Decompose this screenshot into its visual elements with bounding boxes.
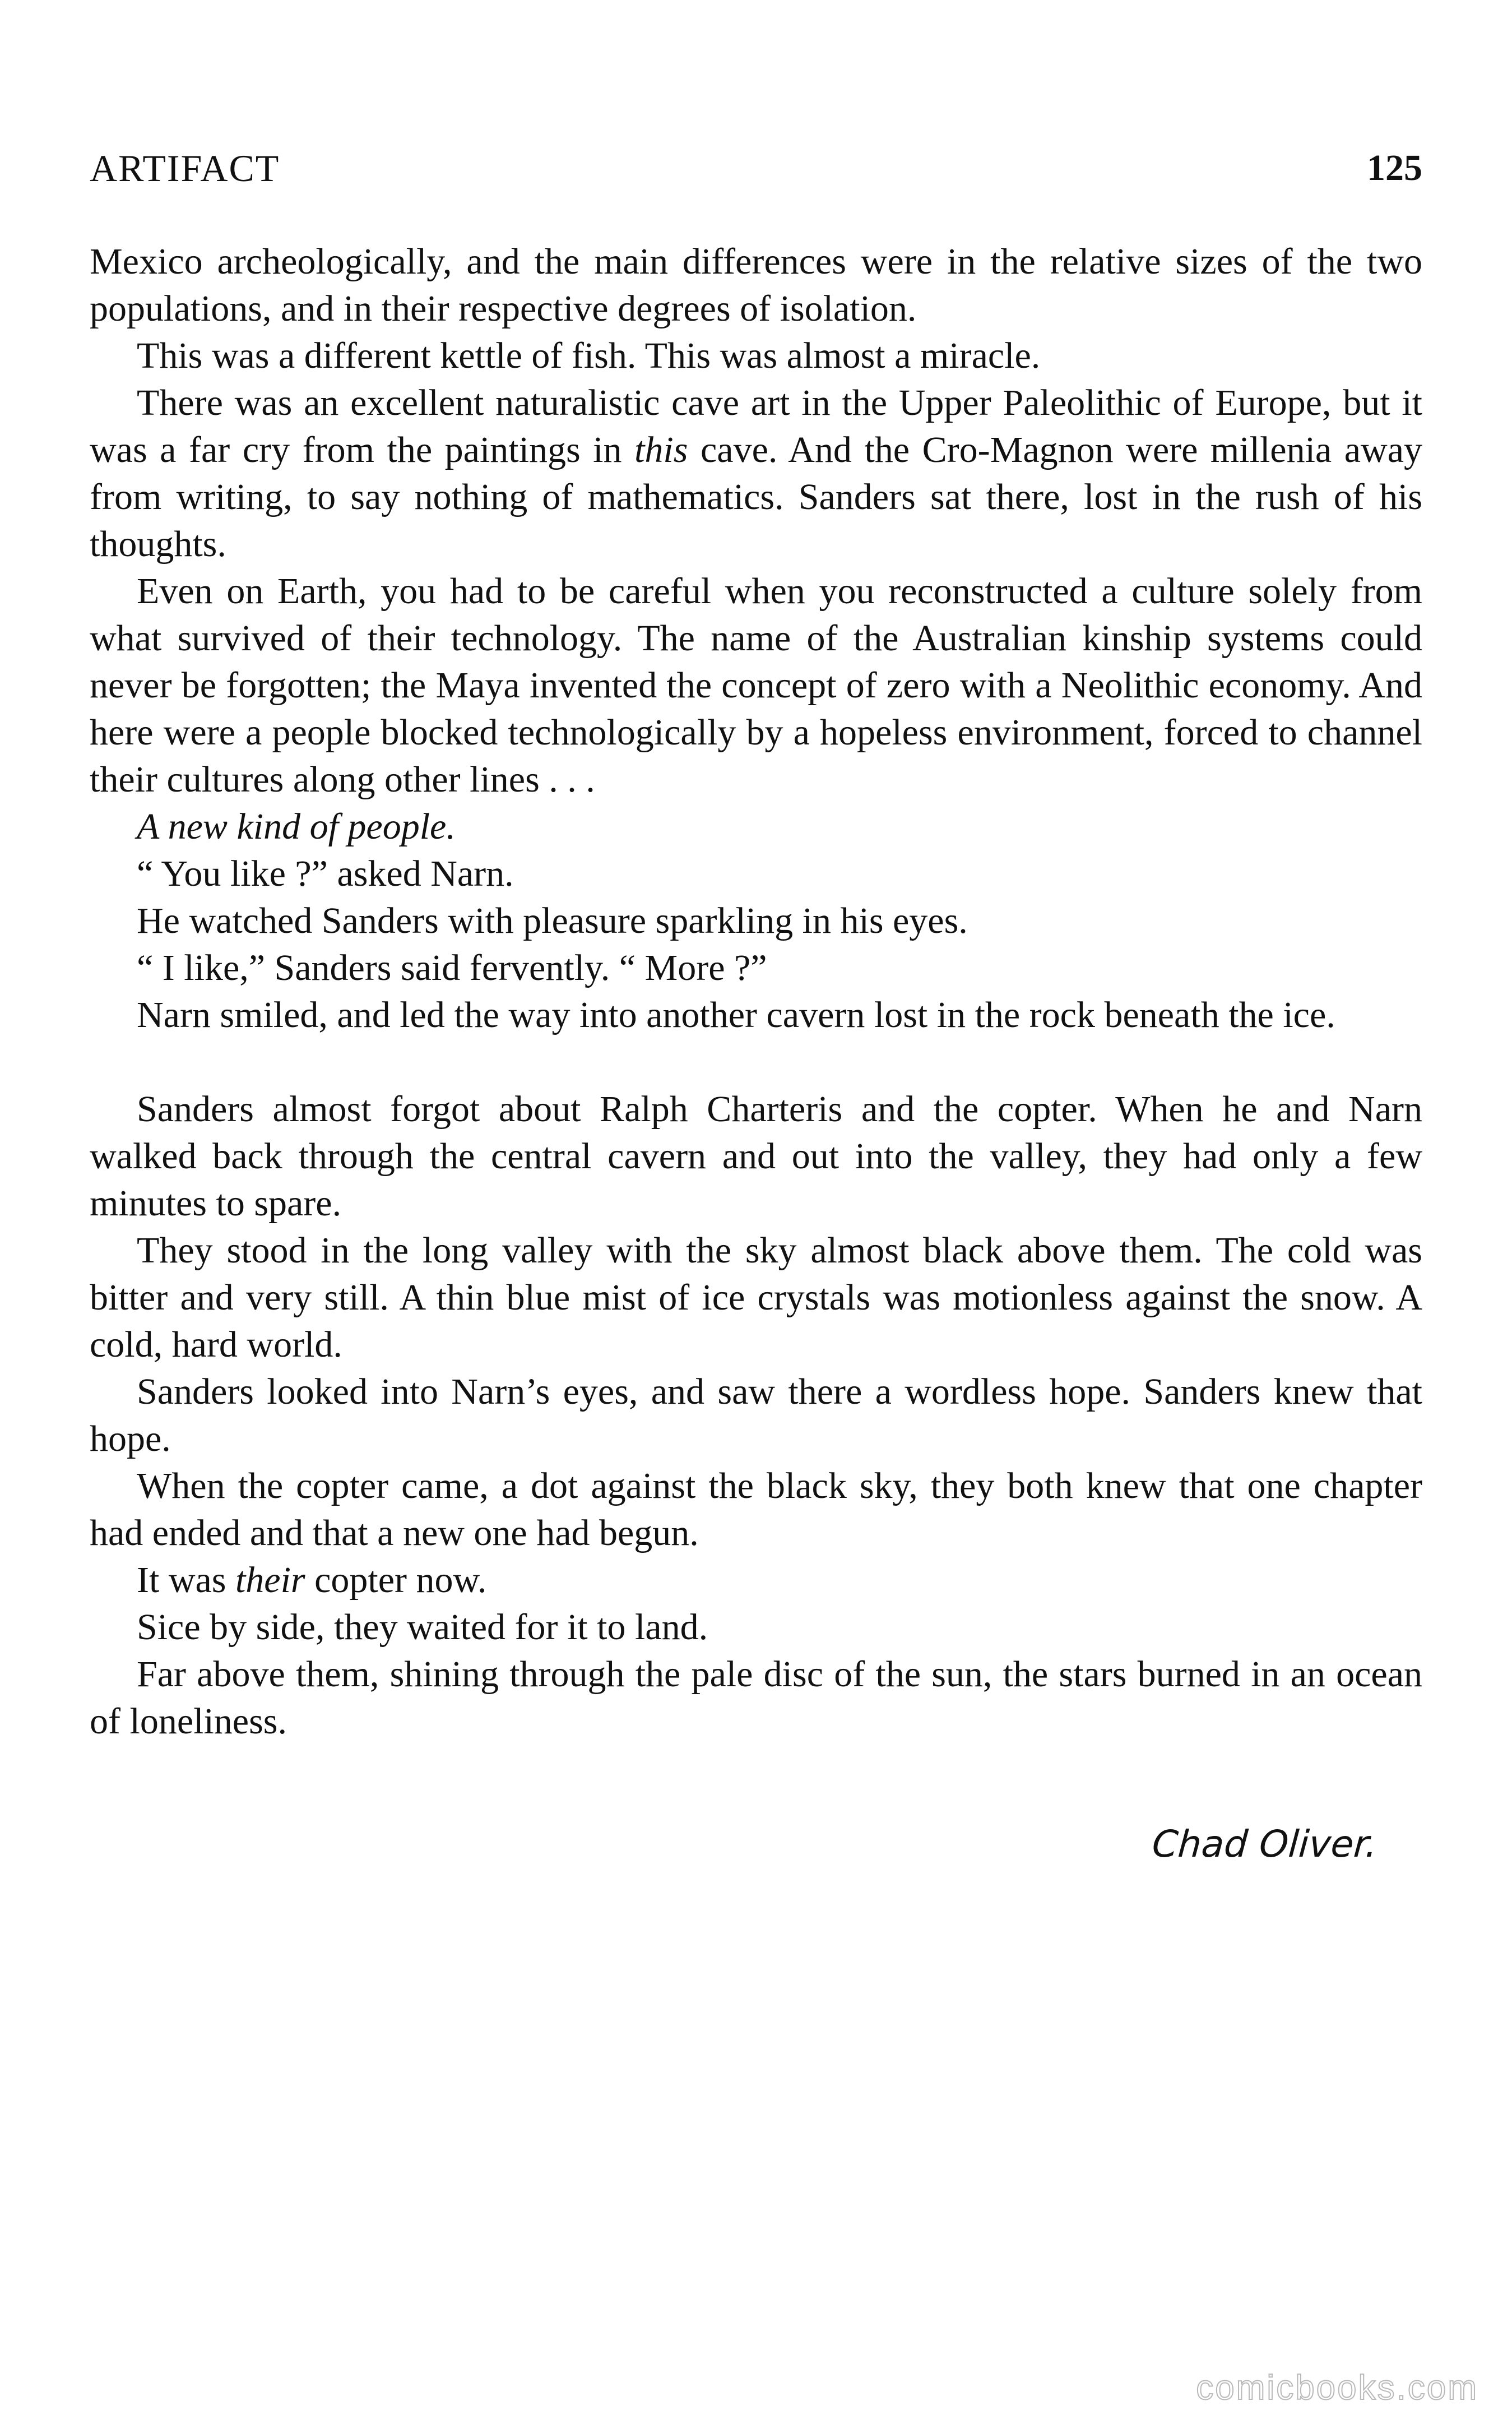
running-title: ARTIFACT bbox=[90, 147, 280, 189]
emphasis-text: their bbox=[235, 1560, 305, 1600]
watermark: comicbooks.com bbox=[1196, 2369, 1478, 2407]
paragraph: He watched Sanders with pleasure sparkling in his eyes. bbox=[137, 900, 968, 941]
paragraph-text: copter now. bbox=[305, 1560, 487, 1600]
paragraph: This was a different kettle of fish. This was almost a miracle. bbox=[137, 335, 1041, 376]
page-number: 125 bbox=[1367, 147, 1422, 188]
paragraph: When the copter came, a dot against the black sky, they both knew that one chapter had ended and that a new one had begun. bbox=[90, 1465, 1422, 1553]
author-signature: Chad Oliver. bbox=[1151, 1822, 1379, 1866]
section-break bbox=[90, 1039, 1422, 1086]
paragraph: Mexico archeologically, and the main differences were in the relative sizes of the two populations, and in their respective degrees of isolation. bbox=[90, 241, 1422, 329]
paragraph-text: There was an excellent naturalistic cave art in the Upper Paleolithic of Europe, but it was a far cry from the paintings in bbox=[90, 382, 1422, 470]
paragraph: Sice by side, they waited for it to land. bbox=[137, 1607, 708, 1648]
paragraph: They stood in the long valley with the sky almost black above them. The cold was bitter and very still. A thin blue mist of ice crystals was motionless against the snow. A cold, hard world. bbox=[90, 1230, 1422, 1365]
paragraph-text: It was bbox=[137, 1560, 235, 1600]
paragraph: Even on Earth, you had to be careful when you reconstructed a culture solely from what survived of their technology. The name of the Australian kinship systems could never be forgotten; the Maya invented the concept of zero with a Neolithic economy. And here were a people blocked technologically by a hopeless environment, forced to channel their cultures along other lines . . . bbox=[90, 571, 1422, 800]
paragraph bbox=[90, 1557, 1422, 1604]
running-header bbox=[90, 143, 1422, 193]
paragraph: Sanders almost forgot about Ralph Charteris and the copter. When he and Narn walked back through the central cavern and out into the valley, they had only a few minutes to spare. bbox=[90, 1089, 1422, 1224]
dialogue-line: “ I like,” Sanders said fervently. “ More ?” bbox=[137, 947, 767, 988]
emphasis-text: this bbox=[634, 429, 688, 470]
paragraph bbox=[90, 380, 1422, 568]
story-text bbox=[90, 238, 1422, 1745]
emphasis-text: A new kind of people. bbox=[137, 806, 456, 847]
paragraph: Far above them, shining through the pale disc of the sun, the stars burned in an ocean of loneliness. bbox=[90, 1654, 1422, 1742]
dialogue-line: “ You like ?” asked Narn. bbox=[137, 853, 514, 894]
paragraph-text: cave. And the Cro-Magnon were millenia away from writing, to say nothing of mathematics. Sanders sat there, lost in the rush of his thoughts. bbox=[90, 429, 1422, 565]
paragraph-italic bbox=[90, 803, 1422, 850]
paragraph: Narn smiled, and led the way into another cavern lost in the rock beneath the ice. bbox=[137, 994, 1335, 1035]
paragraph: Sanders looked into Narn’s eyes, and saw there a wordless hope. Sanders knew that hope. bbox=[90, 1371, 1422, 1459]
